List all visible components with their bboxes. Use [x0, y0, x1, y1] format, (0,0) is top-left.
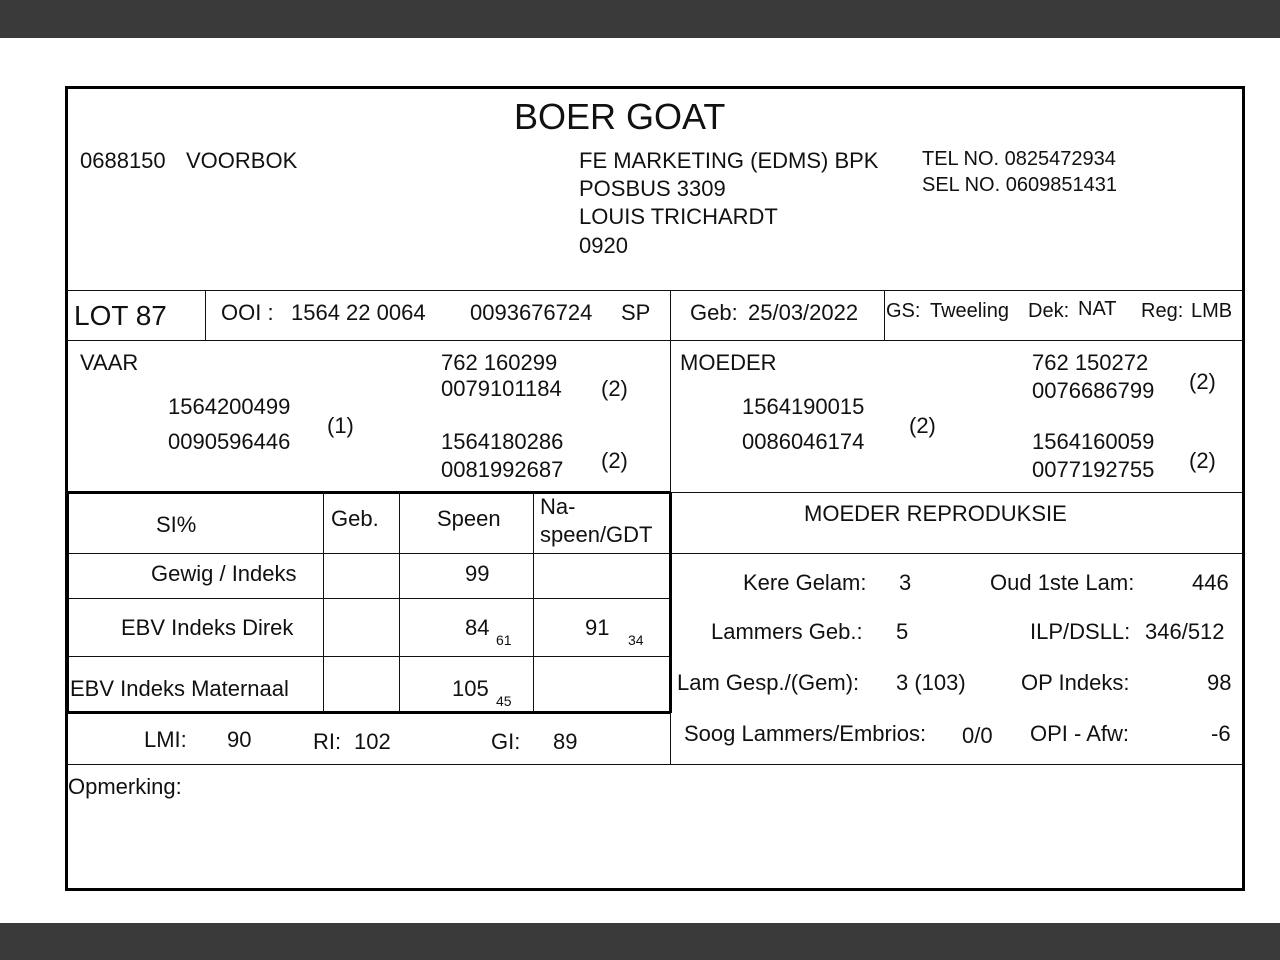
lmi-label: LMI: [144, 727, 187, 752]
moeder-id-2: 0086046174 [742, 429, 865, 454]
lot-number: LOT 87 [74, 300, 167, 331]
ilp-dsll-value: 346/512 [1145, 619, 1225, 644]
birth-date: 25/03/2022 [748, 300, 859, 325]
lammers-geb-label: Lammers Geb.: [711, 619, 863, 644]
lammers-geb-value: 5 [896, 619, 909, 644]
row-direk-naspeen-accuracy: 34 [628, 632, 644, 648]
row-maternaal-label: EBV Indeks Maternaal [70, 676, 289, 701]
row-gewig-label: Gewig / Indeks [151, 561, 297, 586]
oud-1ste-lam-label: Oud 1ste Lam: [990, 570, 1135, 595]
oud-1ste-lam-value: 446 [1192, 570, 1229, 595]
vaar-label: VAAR [80, 350, 139, 375]
geb-label: Geb: [690, 300, 738, 325]
moeder-sire-id-1: 762 150272 [1032, 350, 1149, 375]
soog-lammers-value: 0/0 [962, 723, 993, 748]
ooi-label: OOI : [221, 300, 274, 325]
lam-gesp-value: 3 (103) [896, 670, 966, 695]
seller-postal-code: 0920 [579, 233, 628, 258]
reg-value: LMB [1191, 300, 1233, 322]
page-title: BOER GOAT [514, 96, 726, 137]
opi-afw-label: OPI - Afw: [1030, 721, 1130, 746]
moeder-id-1: 1564190015 [742, 394, 865, 419]
speen-header: Speen [437, 506, 501, 531]
seller-sel: SEL NO. 0609851431 [922, 174, 1117, 196]
ilp-dsll-label: ILP/DSLL: [1030, 619, 1131, 644]
kere-gelam-label: Kere Gelam: [743, 570, 867, 595]
vaar-dam-mark: (2) [601, 448, 628, 473]
vaar-dam-id-1: 1564180286 [441, 429, 564, 454]
moeder-dam-id-1: 1564160059 [1032, 429, 1155, 454]
ri-label: RI: [313, 729, 342, 754]
lmi-value: 90 [227, 727, 252, 752]
opmerking-label: Opmerking: [68, 774, 182, 799]
moeder-dam-id-2: 0077192755 [1032, 457, 1155, 482]
dek-label: Dek: [1028, 300, 1070, 322]
vaar-mark: (1) [327, 413, 354, 438]
gs-value: Tweeling [930, 300, 1009, 322]
row-direk-speen-accuracy: 61 [496, 632, 512, 648]
reg-label: Reg: [1141, 300, 1184, 322]
moeder-label: MOEDER [680, 350, 777, 375]
soog-lammers-label: Soog Lammers/Embrios: [684, 721, 927, 746]
kere-gelam-value: 3 [899, 570, 912, 595]
vaar-id-1: 1564200499 [168, 394, 291, 419]
seller-address-line1: POSBUS 3309 [579, 176, 726, 201]
seller-tel: TEL NO. 0825472934 [922, 148, 1116, 170]
row-direk-speen: 84 [465, 615, 490, 640]
row-maternaal-speen-accuracy: 45 [496, 693, 512, 709]
vaar-sire-id-2: 0079101184 [441, 376, 562, 401]
ooi-id: 1564 22 0064 [291, 300, 426, 325]
opi-afw-value: -6 [1211, 721, 1231, 746]
row-gewig-speen: 99 [465, 561, 490, 586]
vaar-id-2: 0090596446 [168, 429, 291, 454]
op-indeks-value: 98 [1207, 670, 1232, 695]
vaar-sire-id-1: 762 160299 [441, 350, 558, 375]
gi-label: GI: [491, 729, 521, 754]
moeder-sire-id-2: 0076686799 [1032, 378, 1155, 403]
geb-header: Geb. [331, 506, 379, 531]
vaar-sire-mark: (2) [601, 376, 628, 401]
row-direk-naspeen: 91 [585, 615, 610, 640]
reproduksie-title: MOEDER REPRODUKSIE [804, 501, 1067, 526]
lam-gesp-label: Lam Gesp./(Gem): [677, 670, 860, 695]
si-header: SI% [156, 512, 197, 537]
gs-label: GS: [886, 300, 921, 322]
seller-name: FE MARKETING (EDMS) BPK [579, 148, 879, 173]
animal-id: 0688150 [80, 148, 166, 173]
op-indeks-label: OP Indeks: [1021, 670, 1130, 695]
dek-value: NAT [1078, 298, 1117, 320]
naspeen-header-line2: speen/GDT [540, 522, 653, 547]
naspeen-header-line1: Na- [540, 494, 576, 519]
bottom-frame-bar [0, 923, 1280, 960]
moeder-dam-mark: (2) [1189, 448, 1216, 473]
row-maternaal-speen: 105 [452, 676, 489, 701]
moeder-mark: (2) [909, 413, 936, 438]
top-frame-bar [0, 0, 1280, 38]
gi-value: 89 [553, 729, 578, 754]
moeder-sire-mark: (2) [1189, 369, 1216, 394]
vaar-dam-id-2: 0081992687 [441, 457, 564, 482]
ooi-id-secondary: 0093676724 [470, 300, 593, 325]
row-direk-label: EBV Indeks Direk [121, 615, 294, 640]
ri-value: 102 [354, 729, 391, 754]
ooi-sp: SP [621, 300, 651, 325]
seller-address-line2: LOUIS TRICHARDT [579, 204, 778, 229]
animal-type: VOORBOK [186, 148, 298, 173]
